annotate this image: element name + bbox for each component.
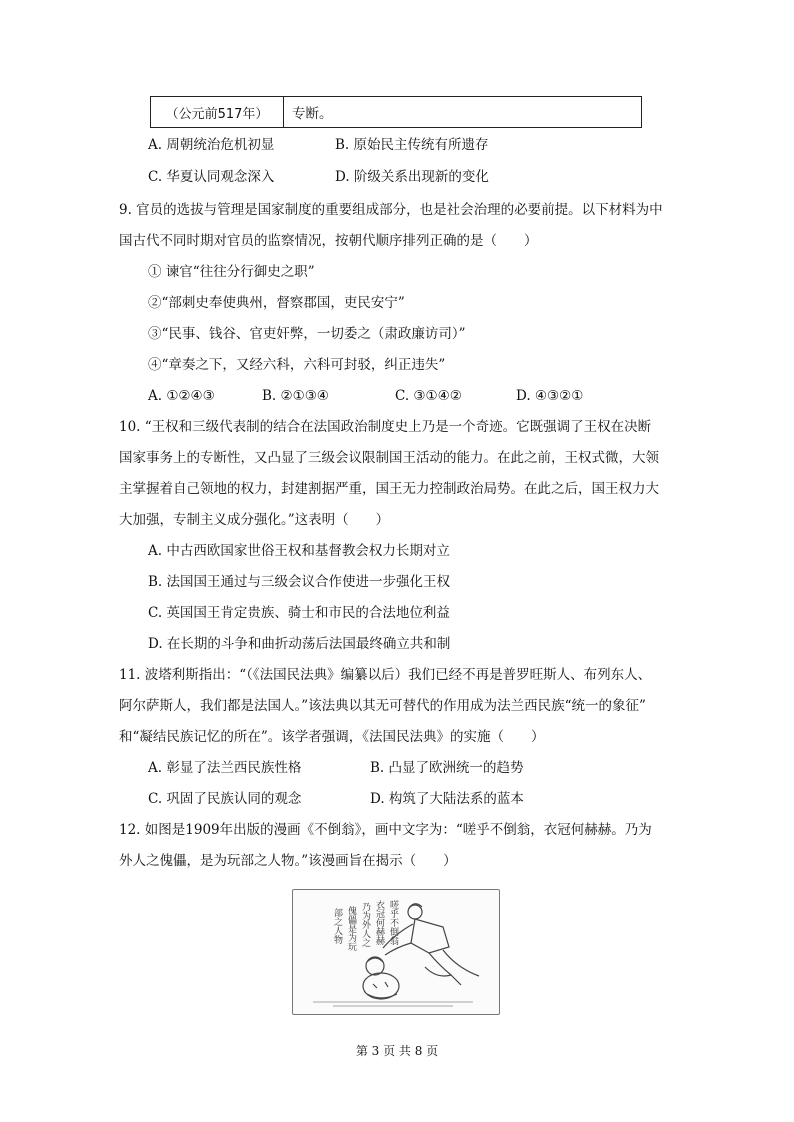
q9-item-3: ③“民事、钱谷、官吏奸弊，一切委之（肃政廉访司）” [148, 326, 466, 342]
q9-option-c[interactable]: C. ③①④② [395, 388, 462, 404]
q9-stem-line-1: 9. 官员的选拔与管理是国家制度的重要组成部分，也是社会治理的必要前提。以下材料为中 [119, 202, 663, 218]
page-footer: 第 3 页 共 8 页 [355, 1044, 439, 1058]
q10-option-b[interactable]: B. 法国国王通过与三级会议合作使进一步强化王权 [148, 574, 451, 590]
inscription-col-3: 乃为外人之 [360, 902, 370, 947]
q10-option-d[interactable]: D. 在长期的斗争和曲折动荡后法国最终确立共和制 [148, 636, 451, 652]
cartoon-inscription [332, 899, 399, 952]
q12-stem-line-1: 12. 如图是1909年出版的漫画《不倒翁》，画中文字为：“嗟乎不倒翁，衣冠何赫赫。乃为 [119, 822, 652, 838]
q10-option-a[interactable]: A. 中古西欧国家世俗王权和基督教会权力长期对立 [148, 543, 450, 559]
q9-stem-line-2: 国古代不同时期对官员的监察情况，按朝代顺序排列正确的是（ ） [119, 233, 538, 249]
cartoon-drawing [293, 890, 499, 1014]
q11-stem-line-1: 11. 波塔利斯指出：“（《法国民法典》编纂以后）我们已经不再是普罗旺斯人、布列东人、 [119, 667, 652, 683]
q9-item-1: ① 谏官“往往分行御史之职” [148, 264, 315, 280]
tumbler-doll-figure [363, 957, 399, 999]
q11-option-c[interactable]: C. 巩固了民族认同的观念 [148, 791, 302, 807]
q9-option-b[interactable]: B. ②①③④ [262, 388, 329, 404]
q11-stem-line-3: 和“凝结民族记忆的所在”。该学者强调，《法国民法典》的实施（ ） [119, 729, 545, 745]
q10-stem-line-3: 主掌握着自己领地的权力，封建割据严重，国王无力控制政治局势。在此之后，国王权力大 [119, 481, 659, 497]
ground-hatching [313, 1002, 473, 1006]
q8-option-c[interactable]: C. 华夏认同观念深入 [148, 169, 275, 185]
q11-option-b[interactable]: B. 凸显了欧洲统一的趋势 [370, 760, 524, 776]
q10-stem-line-1: 10. “王权和三级代表制的结合在法国政治制度史上乃是一个奇迹。它既强调了王权在决断 [119, 419, 652, 435]
q12-stem-line-2: 外人之傀儡，是为玩部之人物。”该漫画旨在揭示（ ） [119, 853, 457, 869]
q9-item-2: ②“部刺史奉使典州，督察郡国，吏民安宁” [148, 295, 405, 311]
q8-option-b[interactable]: B. 原始民主传统有所遗存 [335, 137, 489, 153]
q11-option-d[interactable]: D. 构筑了大陆法系的蓝本 [370, 791, 524, 807]
table-cell-text: 专断。 [292, 106, 333, 122]
material-table-row [150, 96, 642, 128]
inscription-col-4: 傀儡是为玩 [346, 906, 356, 951]
q10-option-c[interactable]: C. 英国国王肯定贵族、骑士和市民的合法地位利益 [148, 605, 450, 621]
tumbler-cartoon-image [292, 889, 500, 1015]
table-cell-date: （公元前517年） [151, 97, 284, 127]
q11-option-a[interactable]: A. 彰显了法兰西民族性格 [148, 760, 302, 776]
q8-option-a[interactable]: A. 周朝统治危机初显 [148, 137, 275, 153]
q9-option-d[interactable]: D. ④③②① [516, 388, 584, 404]
q8-option-d[interactable]: D. 阶级关系出现新的变化 [335, 169, 489, 185]
q10-stem-line-4: 大加强，专制主义成分强化。”这表明（ ） [119, 512, 390, 528]
q9-item-4: ④“章奏之下，又经六科，六科可封驳，纠正违失” [148, 357, 446, 373]
inscription-col-1: 嗟乎不倒翁 [388, 900, 398, 945]
q11-stem-line-2: 阿尔萨斯人，我们都是法国人。”该法典以其无可替代的作用成为法兰西民族“统一的象征” [119, 698, 646, 714]
inscription-col-5: 部之人物 [332, 908, 342, 944]
inscription-col-2: 衣冠何赫赫 [374, 900, 384, 945]
q9-option-a[interactable]: A. ①②④③ [148, 388, 215, 404]
q10-stem-line-2: 国家事务上的专断性，又凸显了三级会议限制国王活动的能力。在此之前，王权式微，大领 [119, 450, 659, 466]
